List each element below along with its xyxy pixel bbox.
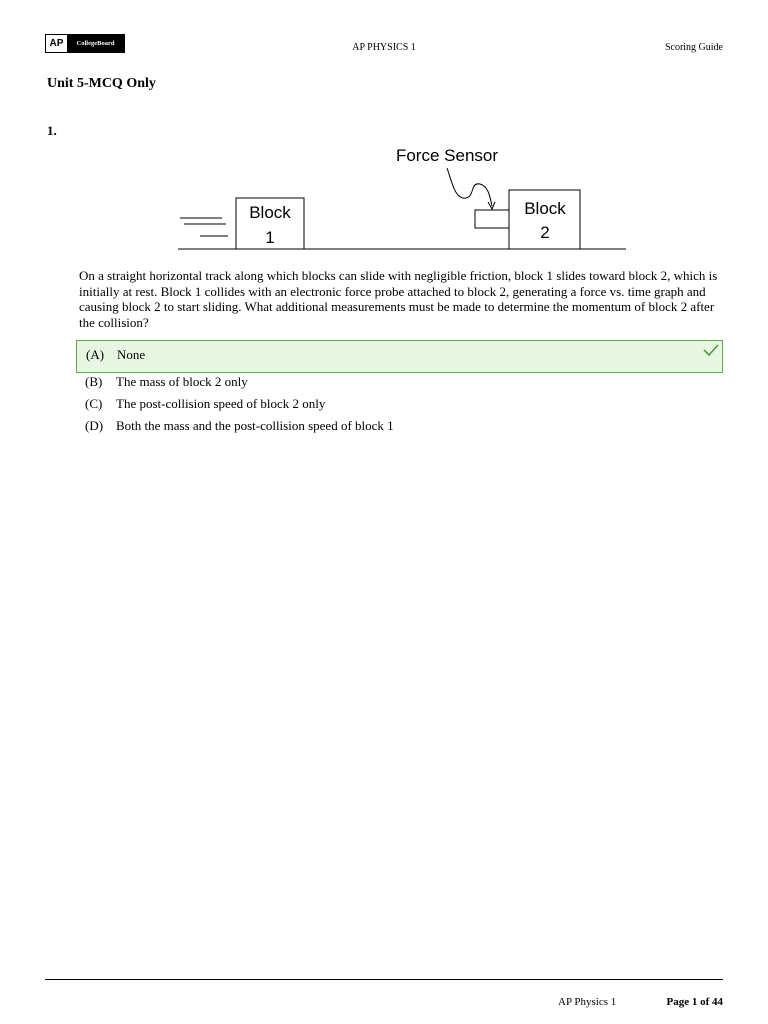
question-stem: On a straight horizontal track along which blocks can slide with negligible friction, block 1 slides toward block 2, which is initially at rest. Block 1 collides with an electronic force probe attached to block 2, generating a force vs. time graph and causing block 2 to start sliding. What additional measurements must be made to determine the momentum of block 2 after the collision? (79, 268, 718, 330)
block-1-label-line2: 1 (265, 228, 275, 247)
page-label: Page 1 of 44 (666, 996, 723, 1008)
header-doc-type: Scoring Guide (664, 42, 723, 53)
choice-b-text: The mass of block 2 only (116, 374, 248, 389)
choice-d-letter: (D) (85, 418, 104, 433)
block-2-label-line1: Block (524, 199, 566, 218)
footer-page-number (666, 996, 723, 1008)
logo-brand-text: CollegeBoard (67, 35, 124, 52)
header-course-title: AP PHYSICS 1 (352, 42, 416, 53)
choice-a-text: None (117, 347, 146, 362)
force-probe (475, 210, 510, 228)
choice-a-letter: (A) (86, 347, 105, 362)
choice-c-letter: (C) (85, 396, 103, 411)
block-2-label-line2: 2 (540, 223, 550, 242)
unit-title: Unit 5-MCQ Only (47, 76, 156, 91)
check-icon (702, 343, 720, 357)
choice-a[interactable] (76, 340, 723, 373)
force-sensor-label: Force Sensor (395, 146, 499, 165)
footer-course: AP Physics 1 (558, 996, 617, 1008)
choice-d-text: Both the mass and the post-collision speed of block 1 (116, 418, 394, 433)
choice-c-text: The post-collision speed of block 2 only (116, 396, 326, 411)
question-number: 1. (47, 123, 57, 138)
choice-b-letter: (B) (85, 374, 103, 389)
sensor-pointer-arrow (447, 168, 492, 206)
block-1-label-line1: Block (249, 203, 291, 222)
logo-ap-text: AP (46, 35, 67, 52)
collision-diagram (170, 140, 640, 258)
footer-divider (45, 979, 723, 980)
